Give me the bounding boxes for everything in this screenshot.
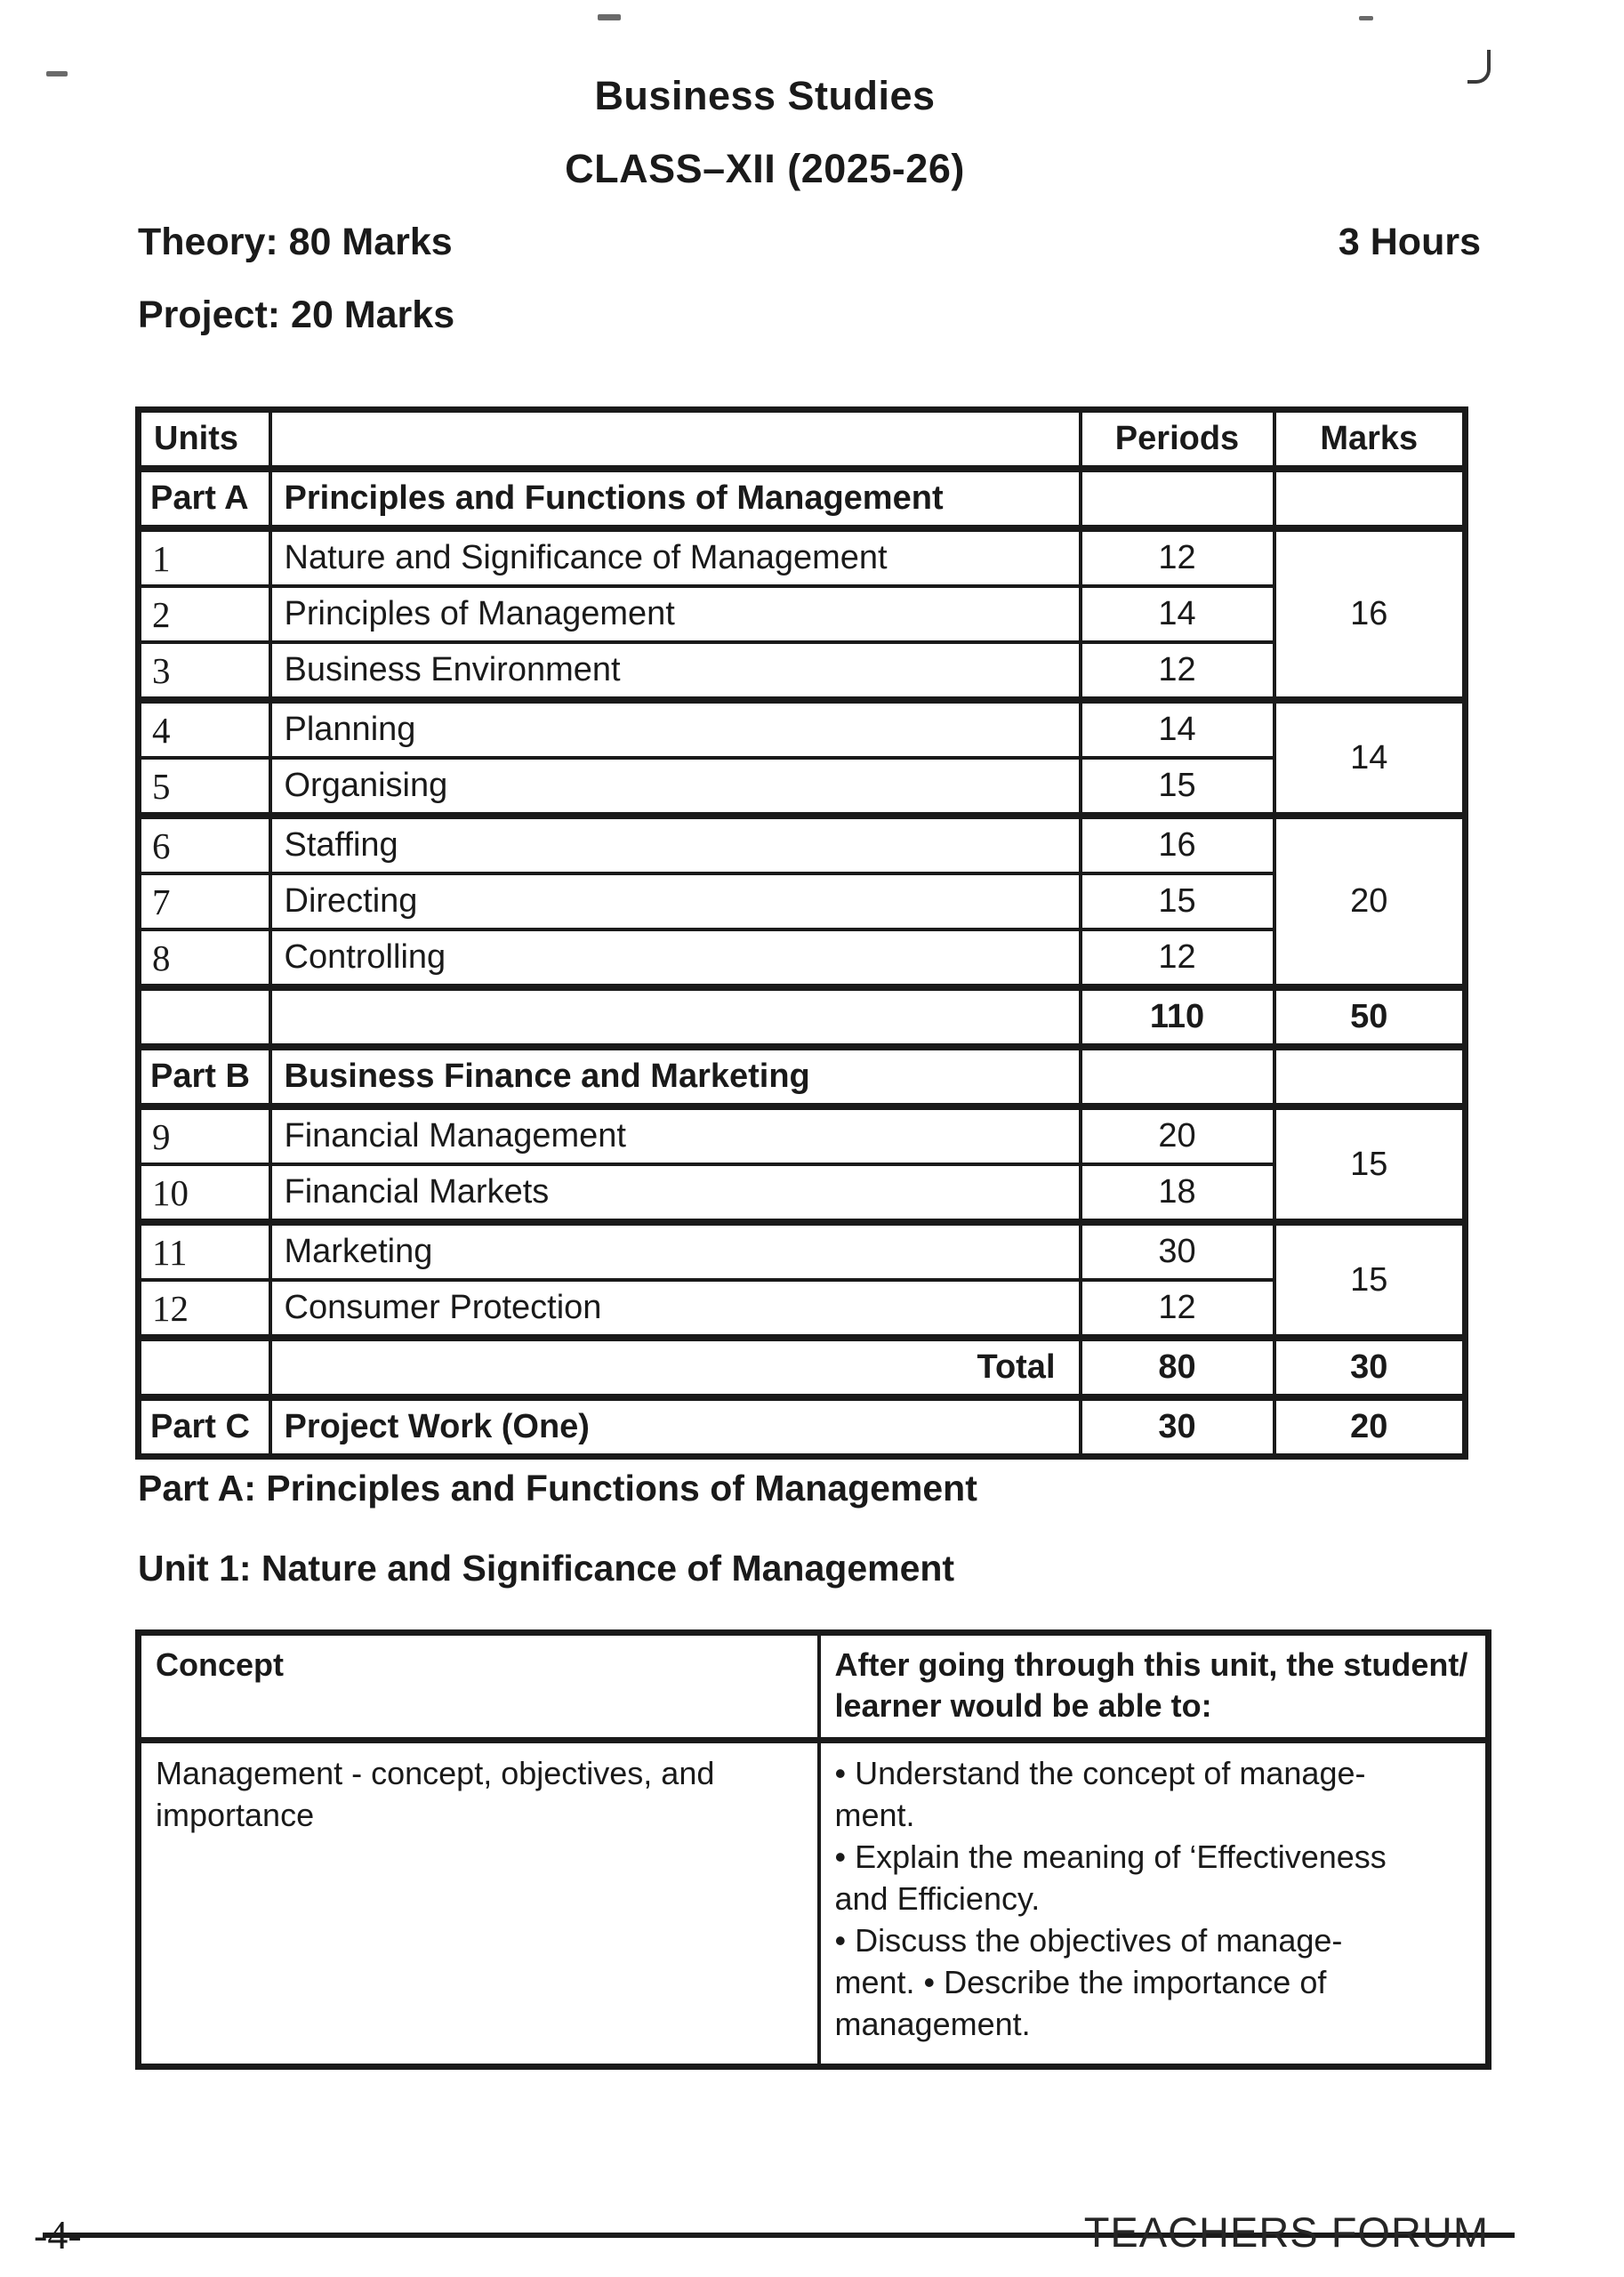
unit-number: 12 <box>139 1280 270 1338</box>
outcome-line: • Explain the meaning of ‘Effectiveness <box>834 1838 1387 1875</box>
unit-number: 11 <box>139 1222 270 1280</box>
unit-number: 2 <box>139 586 270 642</box>
table-row <box>139 1106 1466 1164</box>
marks-group: 15 <box>1274 1106 1466 1222</box>
total-marks: 30 <box>1274 1338 1466 1397</box>
unit-title: Consumer Protection <box>270 1280 1081 1338</box>
unit-number: 4 <box>139 700 270 758</box>
subtotal-periods: 110 <box>1081 987 1274 1047</box>
unit-title: Planning <box>270 700 1081 758</box>
table-row <box>139 1222 1466 1280</box>
part-c-title: Project Work (One) <box>270 1397 1081 1457</box>
document-title: Business Studies <box>594 73 936 118</box>
unit-periods: 30 <box>1081 1222 1274 1280</box>
unit-periods: 15 <box>1081 758 1274 816</box>
syllabus-table <box>135 406 1468 1460</box>
unit-number: 7 <box>139 873 270 929</box>
outcome-line: • Discuss the objectives of manage- <box>834 1922 1343 1959</box>
scan-artifact <box>1359 16 1373 20</box>
column-header-units: Units <box>139 410 270 470</box>
outcome-line: and Efficiency. <box>834 1880 1041 1917</box>
unit-periods: 20 <box>1081 1106 1274 1164</box>
unit-title: Nature and Significance of Management <box>270 528 1081 586</box>
column-header-marks: Marks <box>1274 410 1466 470</box>
unit-title: Financial Markets <box>270 1164 1081 1222</box>
marks-group: 20 <box>1274 816 1466 987</box>
document-subtitle: CLASS–XII (2025-26) <box>565 146 965 191</box>
outcome-line: management. <box>834 2006 1031 2042</box>
project-marks-label: Project: 20 Marks <box>138 294 455 336</box>
column-header-outcomes: After going through this unit, the student/ learner would be able to: <box>819 1633 1489 1741</box>
scan-artifact <box>598 14 621 20</box>
concept-table-header-row <box>139 1633 1489 1741</box>
table-row <box>139 700 1466 758</box>
column-header-periods: Periods <box>1081 410 1274 470</box>
total-row <box>139 1338 1466 1397</box>
unit-periods: 18 <box>1081 1164 1274 1222</box>
concept-table <box>135 1629 1491 2070</box>
unit-number: 9 <box>139 1106 270 1164</box>
unit-title: Principles of Management <box>270 586 1081 642</box>
table-row <box>139 1164 1466 1222</box>
part-c-row <box>139 1397 1466 1457</box>
part-c-label: Part C <box>139 1397 270 1457</box>
part-b-label: Part B <box>139 1047 270 1106</box>
table-row <box>139 758 1466 816</box>
outcome-line: • Understand the concept of manage- <box>834 1755 1366 1791</box>
total-periods: 80 <box>1081 1338 1274 1397</box>
marks-group: 15 <box>1274 1222 1466 1338</box>
unit-title: Organising <box>270 758 1081 816</box>
unit-periods: 14 <box>1081 586 1274 642</box>
table-row <box>139 816 1466 873</box>
outcome-line: ment. <box>834 1797 915 1833</box>
unit-number: 10 <box>139 1164 270 1222</box>
unit-periods: 12 <box>1081 528 1274 586</box>
unit-title: Marketing <box>270 1222 1081 1280</box>
part-a-section-heading: Part A: Principles and Functions of Management <box>138 1468 977 1509</box>
table-row <box>139 642 1466 700</box>
page-number: -4- <box>34 2212 82 2257</box>
part-a-row <box>139 469 1466 528</box>
unit-number: 6 <box>139 816 270 873</box>
unit-periods: 16 <box>1081 816 1274 873</box>
subtotal-row <box>139 987 1466 1047</box>
unit-title: Staffing <box>270 816 1081 873</box>
unit-title: Business Environment <box>270 642 1081 700</box>
unit-title: Financial Management <box>270 1106 1081 1164</box>
unit-periods: 12 <box>1081 1280 1274 1338</box>
unit-periods: 15 <box>1081 873 1274 929</box>
duration-label: 3 Hours <box>1338 221 1481 263</box>
part-c-periods: 30 <box>1081 1397 1274 1457</box>
unit-periods: 14 <box>1081 700 1274 758</box>
theory-marks-label: Theory: 80 Marks <box>138 221 453 263</box>
unit-1-section-heading: Unit 1: Nature and Significance of Management <box>138 1548 955 1589</box>
marks-group: 16 <box>1274 528 1466 700</box>
part-b-row <box>139 1047 1466 1106</box>
table-row <box>139 586 1466 642</box>
part-a-title: Principles and Functions of Management <box>270 469 1081 528</box>
outcomes-cell <box>819 1741 1489 2067</box>
unit-periods: 12 <box>1081 642 1274 700</box>
unit-number: 5 <box>139 758 270 816</box>
unit-title: Directing <box>270 873 1081 929</box>
publisher-watermark: TEACHERS FORUM <box>1083 2209 1489 2256</box>
table-row <box>139 873 1466 929</box>
unit-number: 3 <box>139 642 270 700</box>
concept-cell: Management - concept, objectives, and importance <box>139 1741 819 2067</box>
table-row <box>139 1280 1466 1338</box>
unit-periods: 12 <box>1081 929 1274 987</box>
concept-table-row <box>139 1741 1489 2067</box>
unit-title: Controlling <box>270 929 1081 987</box>
part-b-title: Business Finance and Marketing <box>270 1047 1081 1106</box>
unit-number: 8 <box>139 929 270 987</box>
part-a-label: Part A <box>139 469 270 528</box>
column-header-concept: Concept <box>139 1633 819 1741</box>
part-c-marks: 20 <box>1274 1397 1466 1457</box>
subtotal-marks: 50 <box>1274 987 1466 1047</box>
table-row <box>139 929 1466 987</box>
table-row <box>139 528 1466 586</box>
total-label: Total <box>270 1338 1081 1397</box>
marks-group: 14 <box>1274 700 1466 816</box>
outcome-line: ment. • Describe the importance of <box>834 1964 1327 2000</box>
unit-number: 1 <box>139 528 270 586</box>
table-header-row <box>139 410 1466 470</box>
